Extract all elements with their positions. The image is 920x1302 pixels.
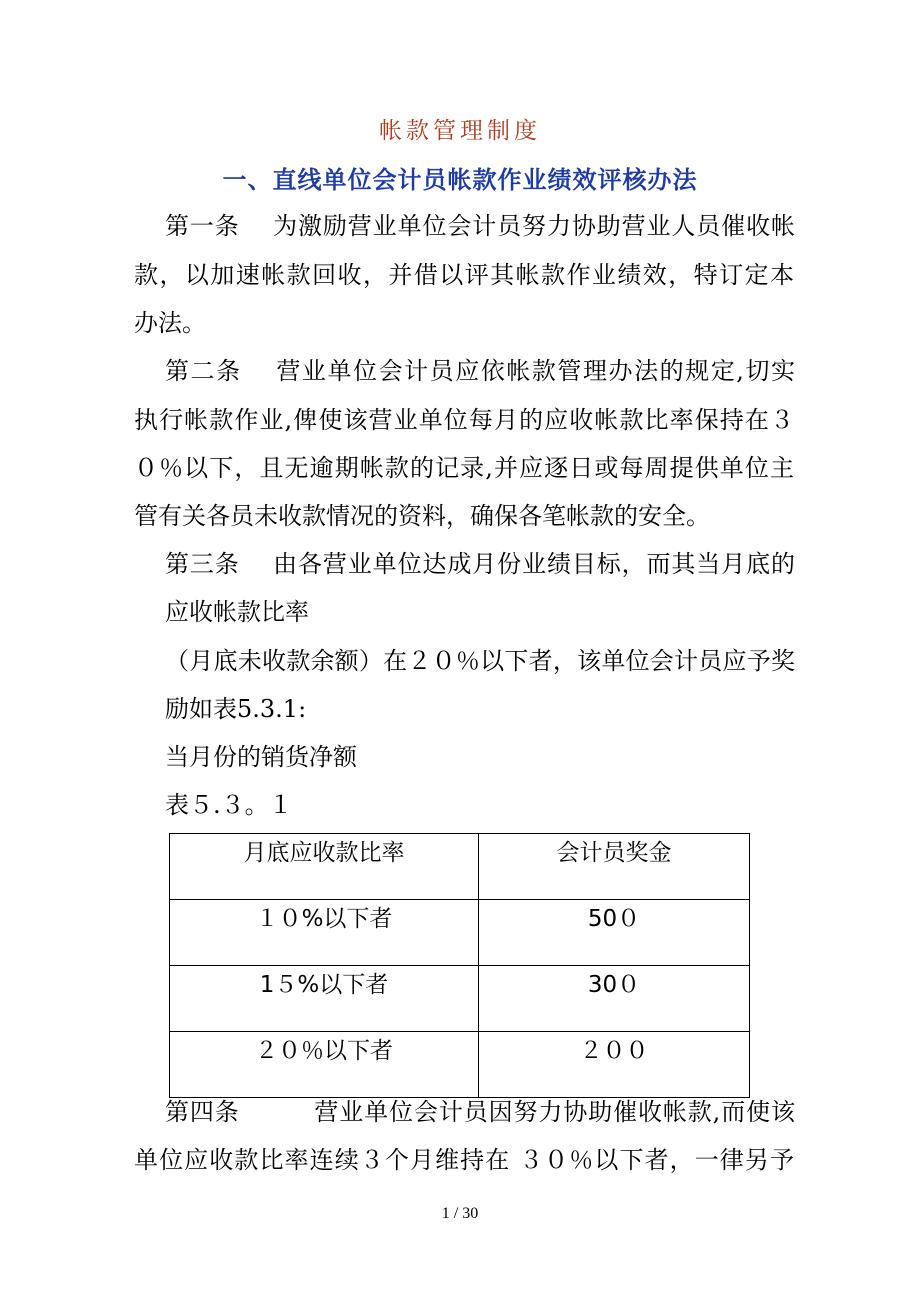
page-number: 1 / 30: [441, 1205, 479, 1222]
table-cell: 1５%以下者: [170, 966, 479, 1032]
article2-line2: 执行帐款作业,俾使该营业单位每月的应收帐款比率保持在３: [134, 406, 794, 434]
article3-line5: 当月份的销货净额: [165, 743, 357, 771]
article3-line4: 励如表5.3.1:: [165, 695, 307, 723]
article2-line3: ０％以下，且无逾期帐款的记录,并应逐日或每周提供单位主: [134, 454, 794, 482]
table-header-row: [170, 834, 750, 900]
article1-line3: 办法。: [134, 309, 206, 337]
article4-line2: 单位应收款比率连续３个月维持在 ３０％以下者，一律另予: [134, 1146, 794, 1174]
underlined-formula-denominator: （月底未收款余额）: [165, 647, 383, 677]
article3-line3: [165, 645, 795, 677]
document-title: 帐款管理制度: [379, 118, 541, 144]
table-row: [170, 1032, 750, 1098]
article3-line1: 第三条 由各营业单位达成月份业绩目标，而其当月底的: [165, 550, 795, 578]
table-header-cell: 月底应收款比率: [170, 834, 479, 900]
table-cell: 50０: [479, 900, 750, 966]
bonus-table: [169, 833, 750, 1098]
table-row: [170, 966, 750, 1032]
table-cell: ２００: [479, 1032, 750, 1098]
table-cell: １０%以下者: [170, 900, 479, 966]
table-header-cell: 会计员奖金: [479, 834, 750, 900]
article1-line2: 款，以加速帐款回收，并借以评其帐款作业绩效，特订定本: [134, 261, 794, 289]
article3-line2: 应收帐款比率: [165, 598, 309, 626]
table-row: [170, 900, 750, 966]
article3-line3-rest: 在２０％以下者，该单位会计员应予奖: [383, 647, 795, 675]
section-title: 一、直线单位会计员帐款作业绩效评核办法: [222, 166, 698, 194]
article2-line1: 第二条 营业单位会计员应依帐款管理办法的规定,切实: [165, 357, 795, 385]
article4-line1: 第四条 营业单位会计员因努力协助催收帐款,而使该: [165, 1098, 795, 1126]
table-cell: ２０％以下者: [170, 1032, 479, 1098]
table-cell: 30０: [479, 966, 750, 1032]
article2-line4: 管有关各员未收款情况的资料，确保各笔帐款的安全。: [134, 502, 710, 530]
article1-line1: 第一条 为激励营业单位会计员努力协助营业人员催收帐: [165, 212, 795, 240]
table-caption: 表５.３。１: [165, 791, 293, 819]
